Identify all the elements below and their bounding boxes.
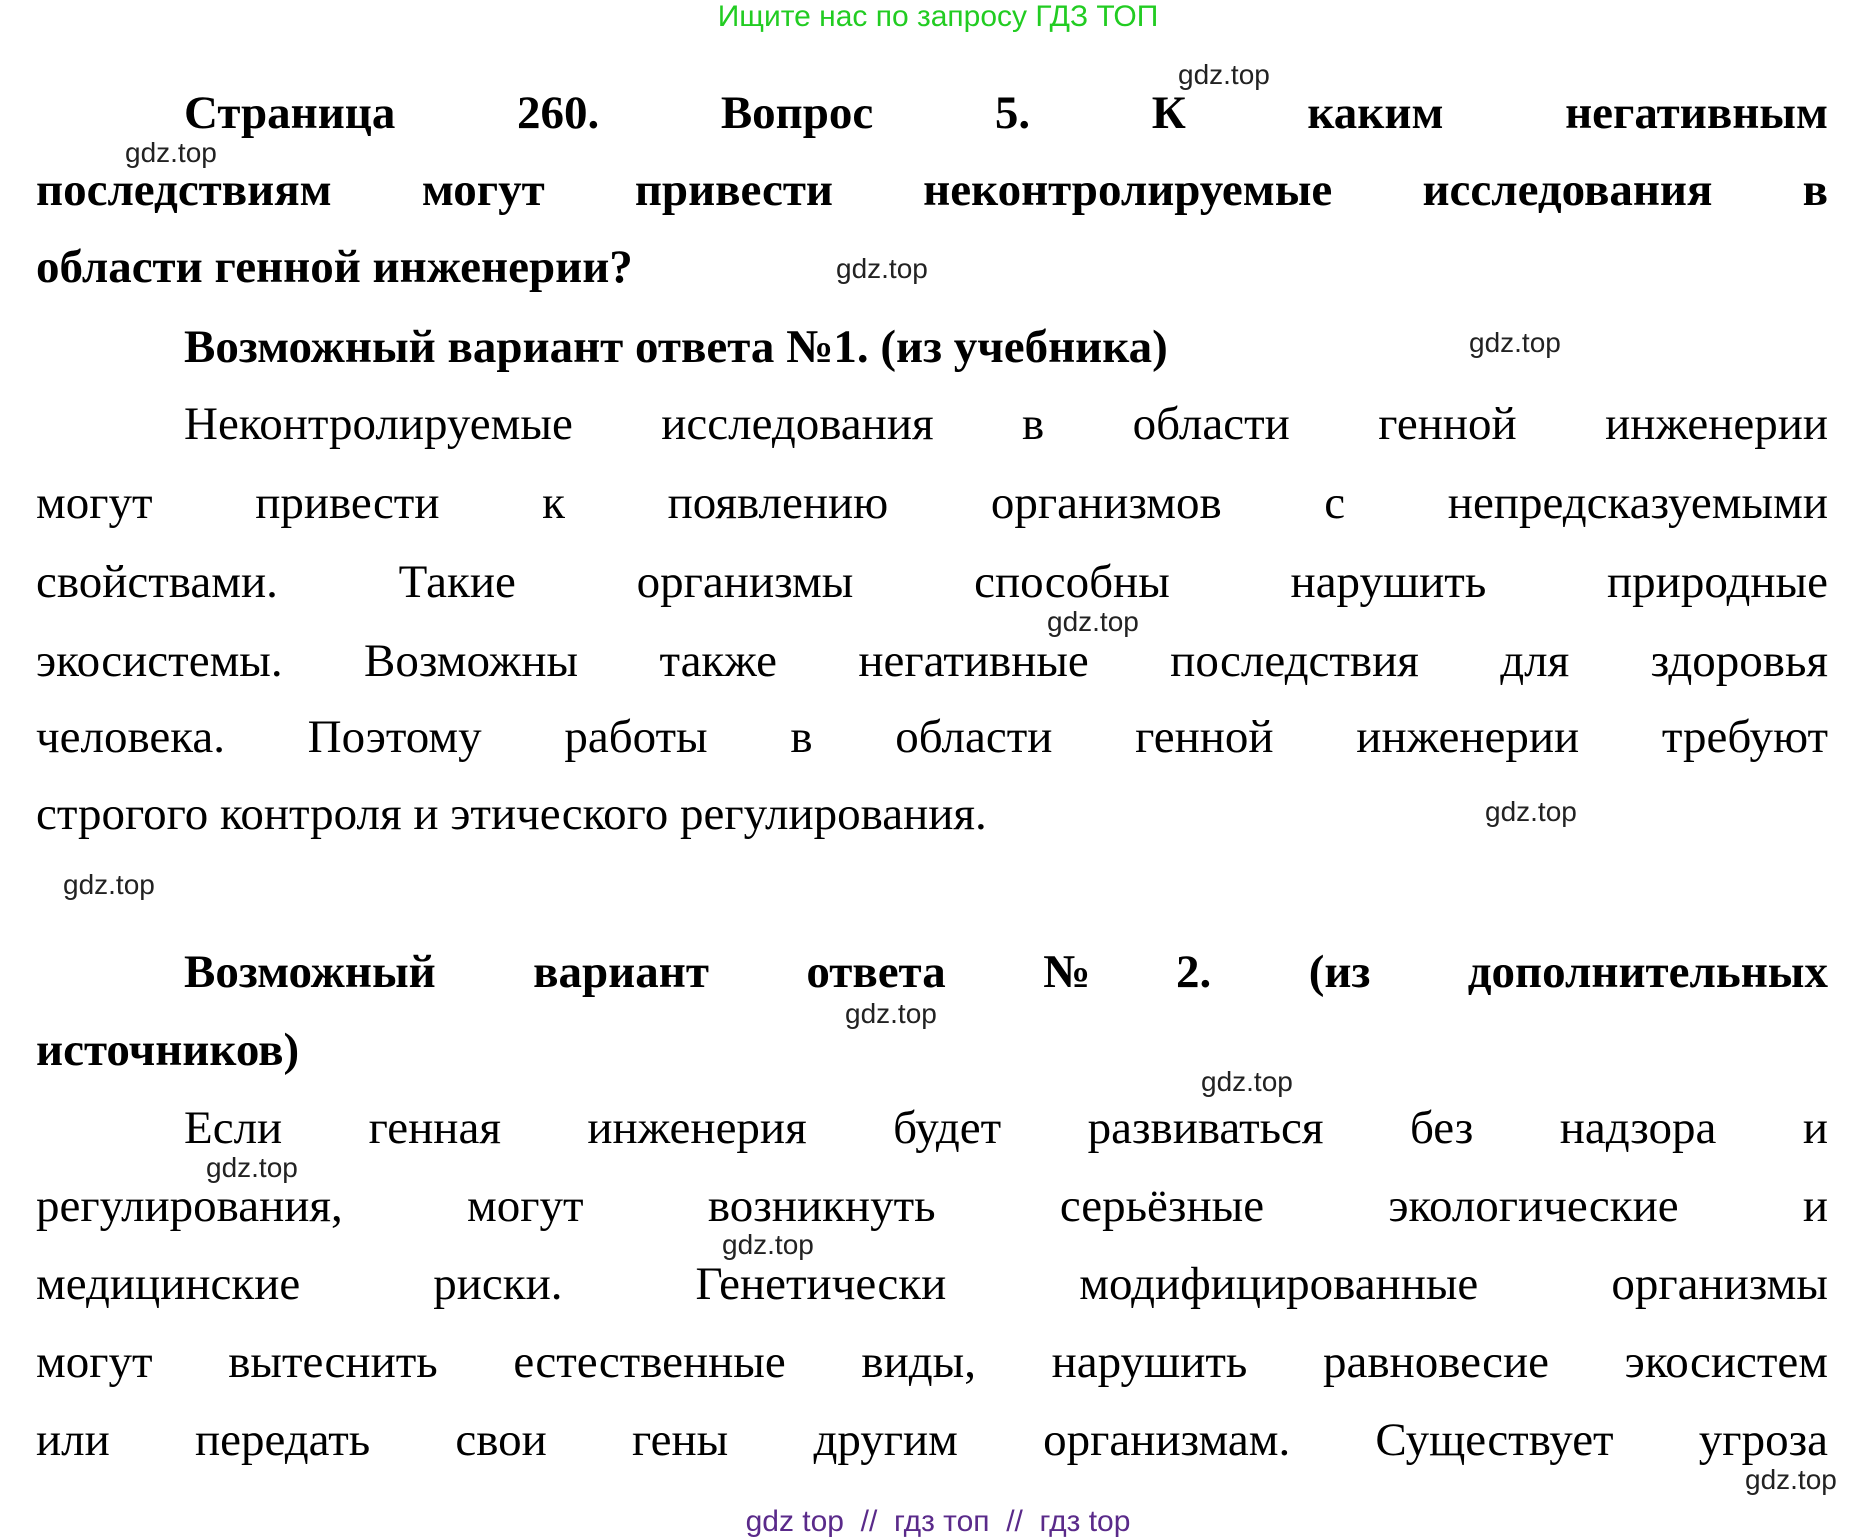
question-line: Страница 260. Вопрос 5. К каким негативным <box>184 87 1828 139</box>
answer2-heading: источников) <box>36 1024 300 1076</box>
answer1-line: экосистемы. Возможны также негативные последствия для здоровья <box>36 635 1828 687</box>
watermark: gdz.top <box>1745 1464 1837 1495</box>
answer1-line: строгого контроля и этического регулирования. <box>36 788 987 840</box>
answer1-heading: Возможный вариант ответа №1. (из учебника) <box>184 321 1168 373</box>
answer1-line: Неконтролируемые исследования в области генной инженерии <box>184 398 1828 450</box>
watermark: gdz.top <box>206 1152 298 1183</box>
answer2-line: могут вытеснить естественные виды, нарушить равновесие экосистем <box>36 1336 1828 1388</box>
watermark: gdz.top <box>1485 796 1577 827</box>
answer2-line: Если генная инженерия будет развиваться без надзора и <box>184 1102 1828 1154</box>
watermark: gdz.top <box>836 253 928 284</box>
watermark: gdz.top <box>1178 59 1270 90</box>
watermark: gdz.top <box>722 1229 814 1260</box>
answer2-line: медицинские риски. Генетически модифицированные организмы <box>36 1258 1828 1310</box>
watermark: gdz.top <box>125 137 217 168</box>
question-line: последствиям могут привести неконтролируемые исследования в <box>36 164 1828 216</box>
answer2-heading: Возможный вариант ответа №2. (из дополнительных <box>184 946 1828 998</box>
footer-watermark: gdz top // гдз топ // гдз top <box>745 1505 1131 1538</box>
watermark: gdz.top <box>1201 1066 1293 1097</box>
question-line: области генной инженерии? <box>36 241 633 293</box>
answer2-line: или передать свои гены другим организмам. Существует угроза <box>36 1414 1828 1466</box>
watermark: gdz.top <box>63 869 155 900</box>
watermark: gdz.top <box>1047 606 1139 637</box>
answer1-line: человека. Поэтому работы в области генной инженерии требуют <box>36 711 1828 763</box>
answer2-line: регулирования, могут возникнуть серьёзные экологические и <box>36 1180 1828 1232</box>
answer1-line: свойствами. Такие организмы способны нарушить природные <box>36 556 1828 608</box>
answer1-line: могут привести к появлению организмов с непредсказуемыми <box>36 477 1828 529</box>
watermark: gdz.top <box>845 998 937 1029</box>
watermark: gdz.top <box>1469 327 1561 358</box>
search-banner: Ищите нас по запросу ГДЗ ТОП <box>717 0 1159 33</box>
